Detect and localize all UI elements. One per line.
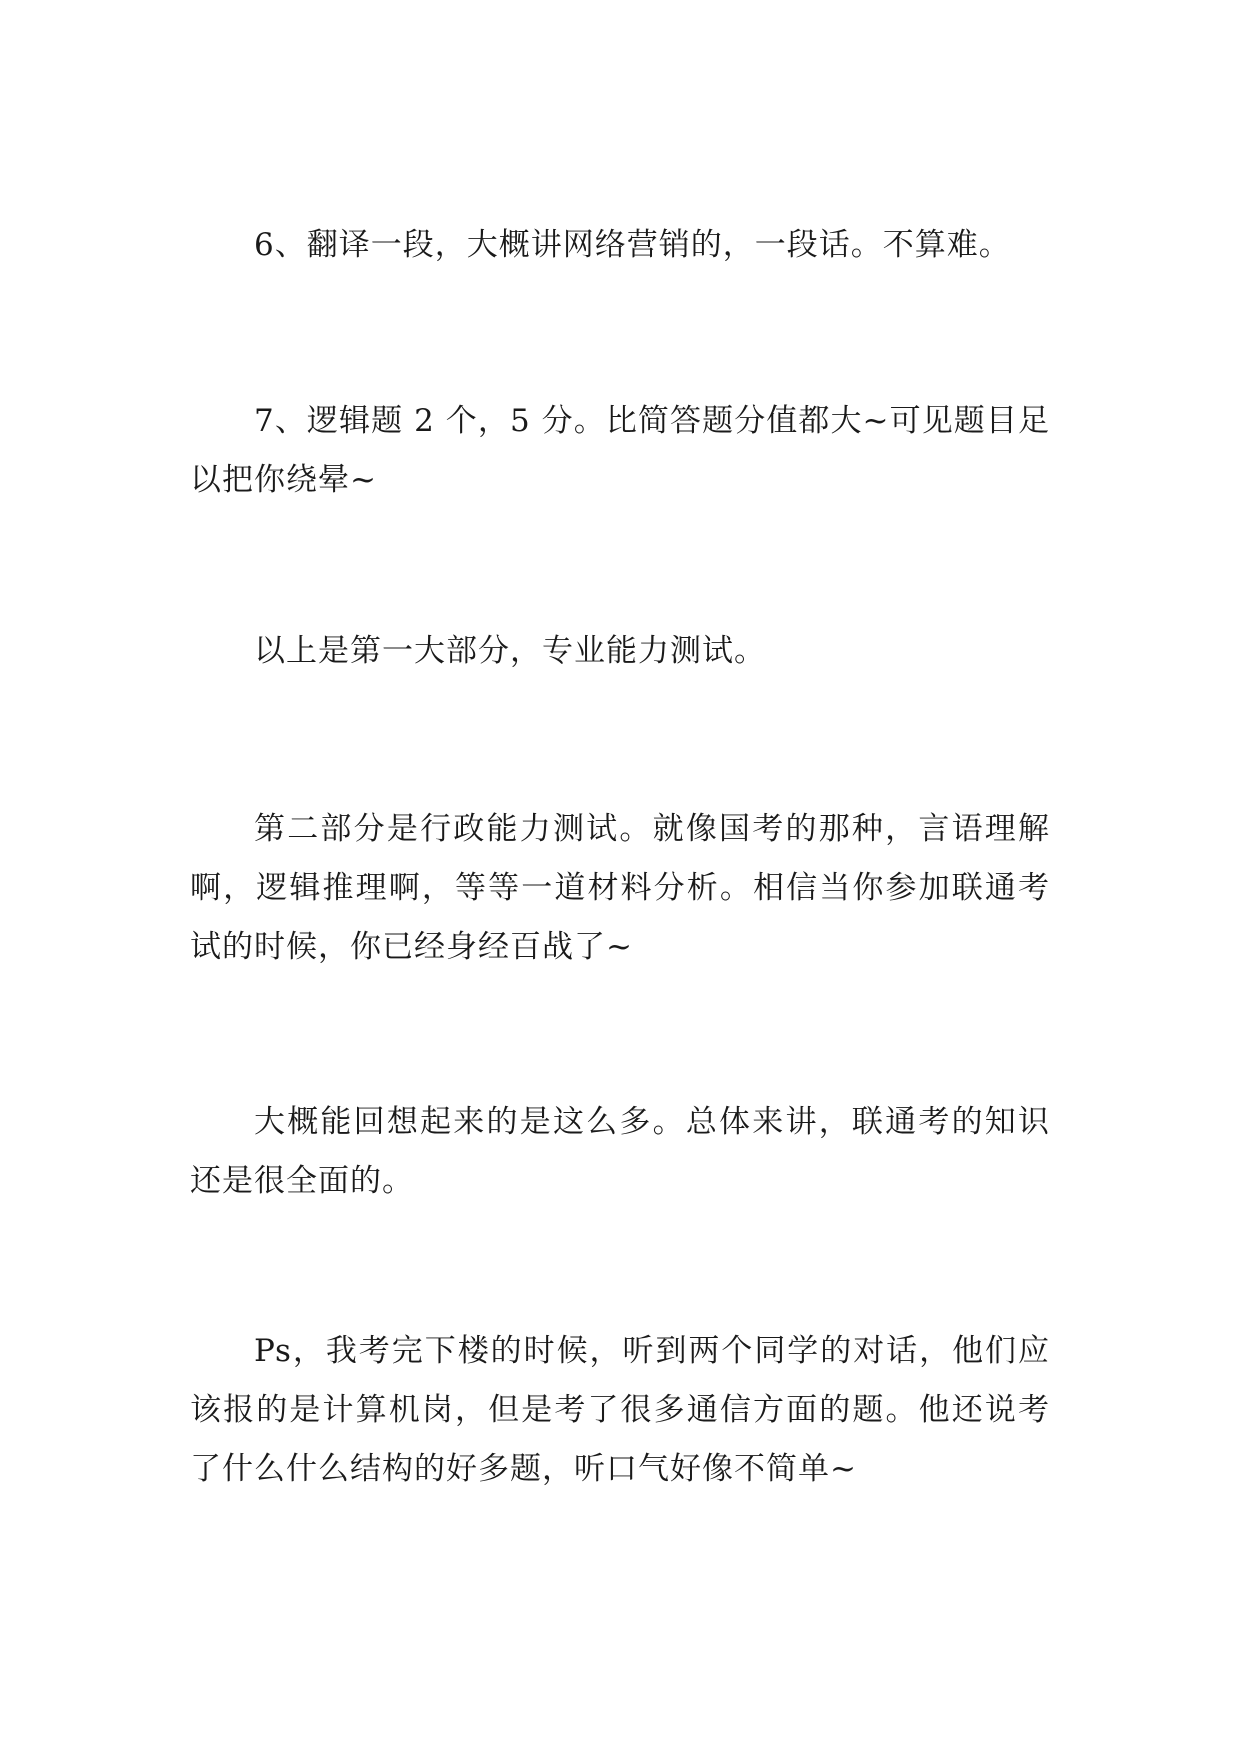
paragraph-translation-question: 6、翻译一段，大概讲网络营销的，一段话。不算难。 bbox=[254, 227, 1011, 263]
paragraph-part-two: 第二部分是行政能力测试。就像国考的那种，言语理解啊，逻辑推理啊，等等一道材料分析。相信当你参加联通考试的时候，你已经身经百战了~ bbox=[190, 811, 1050, 965]
paragraph-part-one-summary: 以上是第一大部分，专业能力测试。 bbox=[254, 633, 766, 669]
paragraph-overall-summary: 大概能回想起来的是这么多。总体来讲，联通考的知识还是很全面的。 bbox=[190, 1104, 1050, 1199]
paragraph-logic-question: 7、逻辑题 2 个，5 分。比简答题分值都大~可见题目足以把你绕晕~ bbox=[190, 403, 1050, 498]
paragraph-postscript: Ps，我考完下楼的时候，听到两个同学的对话，他们应该报的是计算机岗，但是考了很多通信方面的题。他还说考了什么什么结构的好多题，听口气好像不简单~ bbox=[190, 1333, 1050, 1487]
